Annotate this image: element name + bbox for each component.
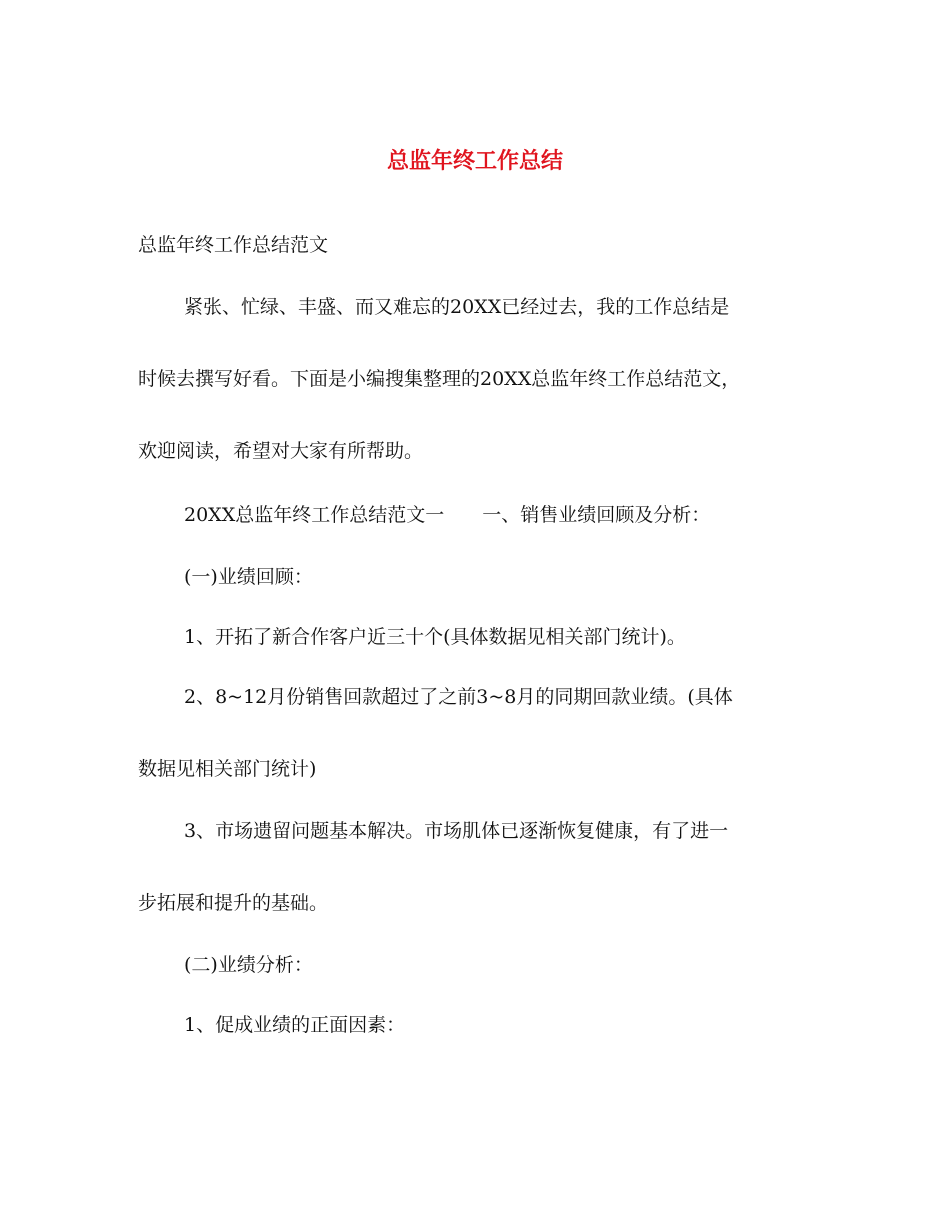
list-item-continuation: 数据见相关部门统计) [138,758,317,780]
list-item: 1、开拓了新合作客户近三十个(具体数据见相关部门统计)。 [184,626,686,648]
subtitle-line: 总监年终工作总结范文 [138,234,329,256]
paragraph-line: 欢迎阅读，希望对大家有所帮助。 [138,440,424,462]
document-title: 总监年终工作总结 [386,149,563,174]
section-heading-line: 20XX总监年终工作总结范文一 一、销售业绩回顾及分析： [184,504,711,526]
paragraph-line: 紧张、忙绿、丰盛、而又难忘的20XX已经过去，我的工作总结是 [184,296,730,318]
paragraph-line: 时候去撰写好看。下面是小编搜集整理的20XX总监年终工作总结范文， [138,368,741,390]
subsection-heading: (二)业绩分析： [184,954,313,976]
list-item: 1、促成业绩的正面因素： [184,1014,406,1036]
subsection-heading: (一)业绩回顾： [184,566,313,588]
list-item: 3、市场遗留问题基本解决。市场肌体已逐渐恢复健康，有了进一 [184,820,729,842]
list-item-continuation: 步拓展和提升的基础。 [138,892,329,914]
list-item: 2、8~12月份销售回款超过了之前3~8月的同期回款业绩。(具体 [184,686,733,708]
